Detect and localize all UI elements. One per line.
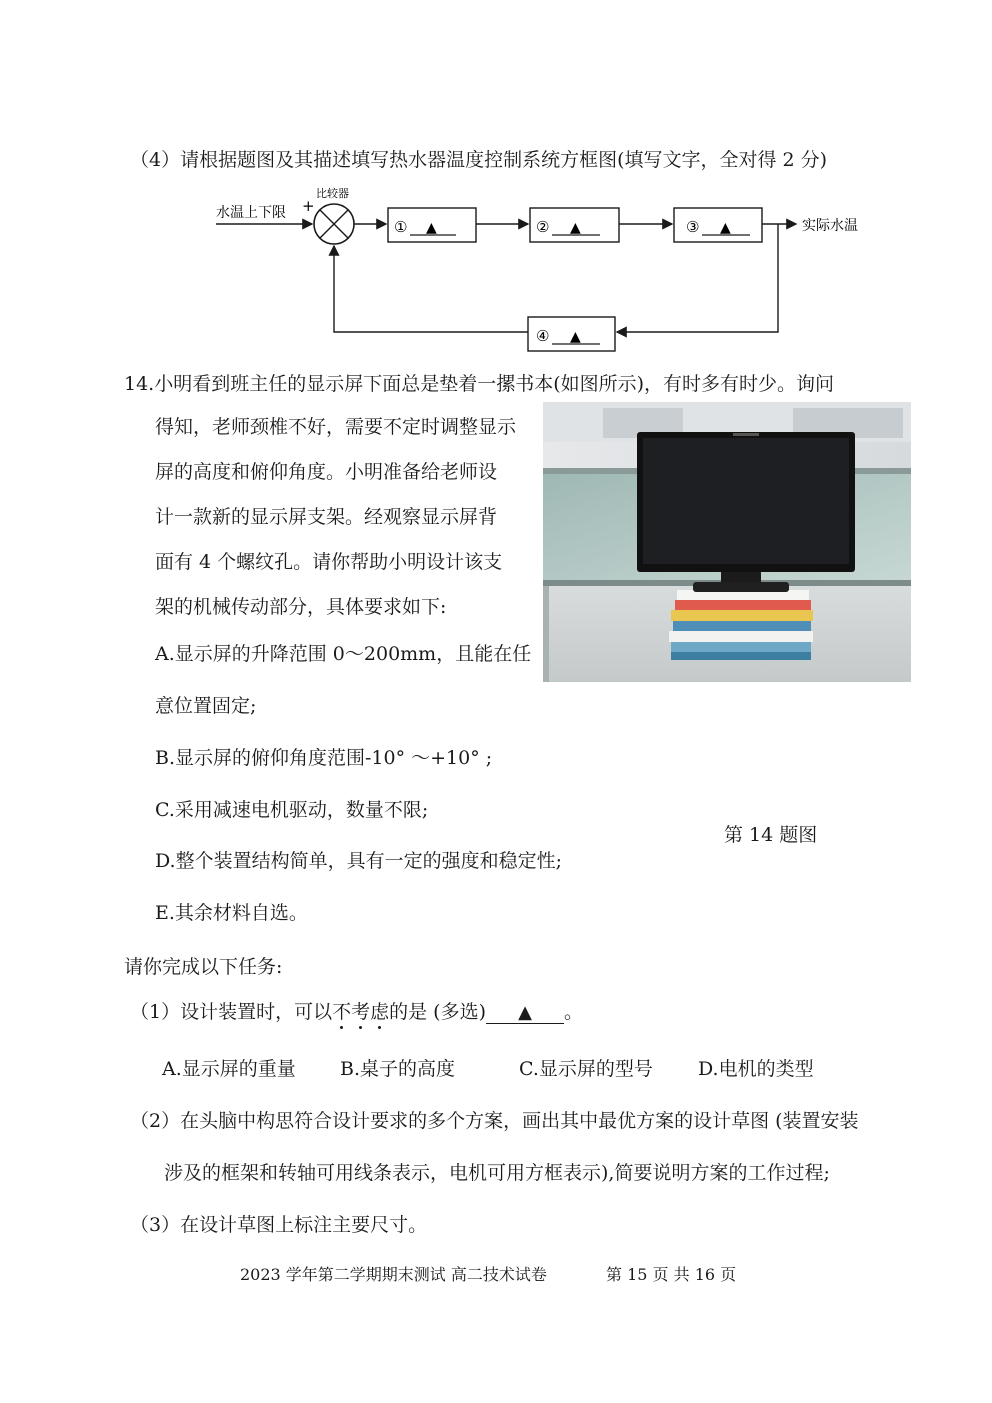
q14-line-4: 计一款新的显示屏支架。经观察显示屏背 (155, 506, 498, 528)
task-3: （3）在设计草图上标注主要尺寸。 (130, 1214, 428, 1236)
block-box-3 (674, 208, 762, 242)
option-c: C.显示屏的型号 (519, 1058, 653, 1080)
requirement-d: D.整个装置结构简单，具有一定的强度和稳定性; (155, 850, 562, 872)
emphasis-char-3: 虑 (370, 1001, 390, 1023)
svg-text:②: ② (536, 218, 550, 236)
option-a: A.显示屏的重量 (162, 1058, 296, 1080)
q14-line-3: 屏的高度和俯仰角度。小明准备给老师设 (155, 461, 498, 483)
q14-line-5: 面有 4 个螺纹孔。请你帮助小明设计该支 (155, 551, 503, 573)
footer-exam-title: 2023 学年第二学期期末测试 高二技术试卷 (240, 1265, 547, 1284)
task-1-suffix: 的是 (多选) (389, 1001, 487, 1023)
output-label: 实际水温 (802, 218, 858, 234)
svg-text:▲: ▲ (570, 220, 581, 236)
emphasis-char-2: 考 (351, 1001, 371, 1023)
book-stack (669, 590, 813, 660)
comparator-label: 比较器 (316, 187, 349, 200)
svg-text:▲: ▲ (426, 220, 437, 236)
monitor (637, 432, 855, 572)
svg-text:①: ① (394, 218, 408, 236)
emphasis-char-1: 不 (332, 1001, 352, 1023)
task-2-line-1: （2）在头脑中构思符合设计要求的多个方案，画出其中最优方案的设计草图 (装置安装 (130, 1110, 859, 1132)
footer-page-number: 第 15 页 共 16 页 (606, 1265, 737, 1284)
task-intro: 请你完成以下任务: (124, 956, 283, 978)
feedback-line-out (334, 246, 528, 332)
svg-text:▲: ▲ (720, 220, 731, 236)
requirement-c: C.采用减速电机驱动，数量不限; (155, 799, 429, 821)
svg-text:▲: ▲ (570, 329, 581, 345)
block-box-4 (528, 317, 615, 351)
svg-text:④: ④ (536, 327, 550, 345)
comparator-symbol (314, 204, 354, 244)
task-2-line-2: 涉及的框架和转轴可用线条表示，电机可用方框表示),简要说明方案的工作过程; (164, 1162, 830, 1184)
task-1-end: 。 (564, 1001, 584, 1023)
task-1-prefix: （1）设计装置时，可以 (130, 1001, 333, 1023)
monitor-on-books-photo (543, 402, 911, 682)
block-box-1 (388, 208, 476, 242)
requirement-b: B.显示屏的俯仰角度范围-10° ～+10° ; (155, 747, 493, 769)
block-diagram (210, 180, 890, 360)
task-1 (130, 1000, 583, 1024)
option-d: D.电机的类型 (698, 1058, 814, 1080)
q14-line-6: 架的机械传动部分，具体要求如下: (155, 596, 447, 618)
feedback-line-in (617, 224, 778, 332)
input-label: 水温上下限 (216, 205, 286, 221)
question-13-part-4: （4）请根据题图及其描述填写热水器温度控制系统方框图(填写文字，全对得 2 分) (130, 149, 828, 171)
requirement-e: E.其余材料自选。 (155, 902, 308, 924)
block-box-2 (530, 208, 619, 242)
q14-line-1: 14.小明看到班主任的显示屏下面总是垫着一摞书本(如图所示)，有时多有时少。询问 (124, 373, 835, 395)
figure-caption: 第 14 题图 (724, 824, 818, 846)
requirement-a-1: A.显示屏的升降范围 0～200mm，且能在任 (155, 643, 532, 665)
option-b: B.桌子的高度 (340, 1058, 456, 1080)
q14-line-2: 得知，老师颈椎不好，需要不定时调整显示 (155, 416, 517, 438)
plus-sign: + (302, 197, 315, 215)
svg-text:③: ③ (686, 218, 700, 236)
requirement-a-2: 意位置固定; (155, 695, 257, 717)
task-1-answer-blank: ▲ (486, 1003, 564, 1024)
